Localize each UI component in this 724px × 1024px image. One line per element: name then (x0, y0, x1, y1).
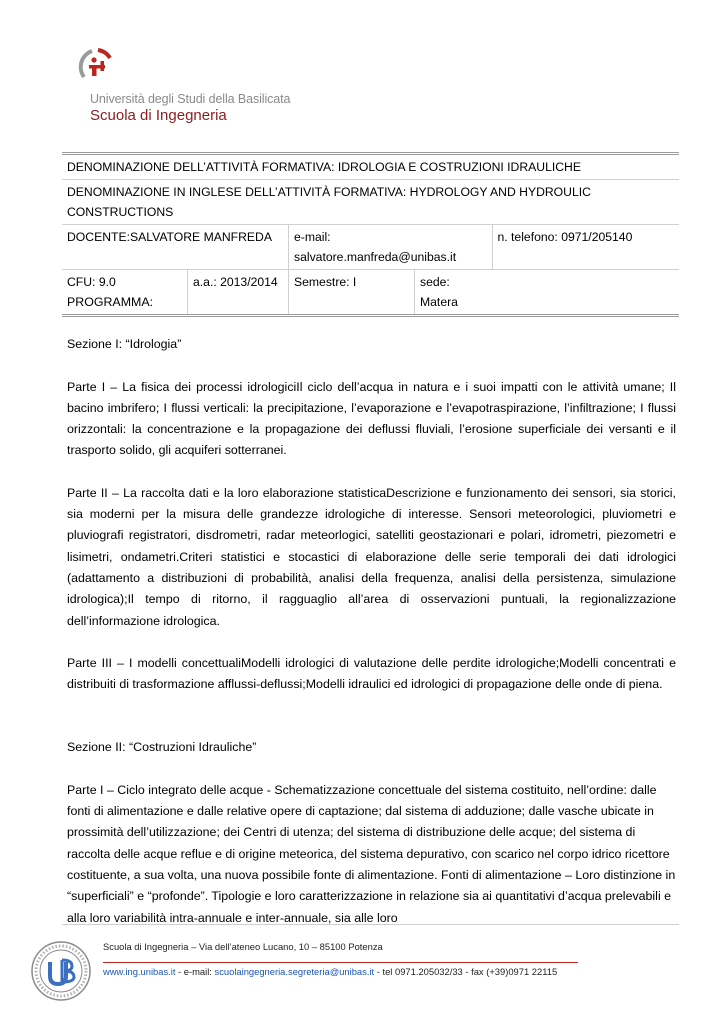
cfu: CFU: 9.0 (62, 270, 188, 316)
university-seal-icon (30, 940, 92, 1002)
section-1-part-2: Parte II – La raccolta dati e la loro elaborazione statisticaDescrizione e funzionamento dei sensori, sia storici, sia moderni per la misura delle grandezze idrologiche di interesse. Sensori meteorologici, pluviometri e pluviografi registratori, disdrometri, radar meteorlogici, satelliti geostazionari e polari, idrometri, piezometri e lisimetri, ondametri.Criteri statistici e stocastici di elaborazione delle serie temporali dei dati idrologici (adattamento a distribuzioni di probabilità, analisi della frequenza, analisi della persistenza, simulazione idrologica);Il tempo di ritorno, il ragguaglio all’area di osservazioni puntuali, la regionalizzazione dell’informazione idrologica. (67, 485, 676, 628)
table-row (62, 180, 679, 225)
university-name: Università degli Studi della Basilicata (90, 92, 291, 106)
email-cell (289, 225, 493, 270)
table-row (62, 154, 679, 180)
course-title-english-line1: DENOMINAZIONE IN INGLESE DELL’ATTIVITÀ FORMATIVA: HYDROLOGY AND HYDROULIC (67, 185, 591, 199)
phone: n. telefono: 0971/205140 (492, 225, 679, 270)
footer-divider (62, 924, 679, 925)
section-1-part-3: Parte III – I modelli concettualiModelli idrologici di valutazione delle perdite idrologiche;Modelli concentrati e distribuiti di trasformazione afflussi-deflussi;Modelli idraulici ed idrologici di propagazione delle onde di piena. (67, 655, 676, 692)
semester: Semestre: I (289, 270, 415, 316)
location: sede: Matera (415, 270, 493, 316)
program-heading: PROGRAMMA: (67, 295, 154, 309)
unibas-logo-icon (72, 42, 122, 92)
program-content (67, 292, 676, 929)
email-label: e-mail: (294, 230, 331, 244)
footer-contacts (103, 966, 557, 977)
school-name: Scuola di Ingegneria (90, 107, 227, 124)
university-logo (72, 42, 291, 127)
school-email-link[interactable]: scuolaingegneria.segreteria@unibas.it (214, 966, 375, 977)
footer-address: Scuola di Ingegneria – Via dell’ateneo Lucano, 10 – 85100 Potenza (103, 941, 383, 952)
phone-fax: - tel 0971.205032/33 - fax (+39)0971 22115 (374, 966, 558, 977)
course-title-english-line2: CONSTRUCTIONS (67, 205, 174, 219)
course-title: DENOMINAZIONE DELL’ATTIVITÀ FORMATIVA: IDROLOGIA E COSTRUZIONI IDRAULICHE (62, 154, 679, 180)
section-1-part-1: Parte I – La fisica dei processi idrologiciIl ciclo dell’acqua in natura e i suoi impatti con le attività umane; Il bacino imbrifero; I flussi verticali: la precipitazione, l’evaporazione e l’evapotraspirazione, l’infiltrazione; I flussi orizzontali: la concentrazione e la propagazione dei deflussi fluviali, l’erosione superficiale dei versanti e il trasporto solido, gli acquiferi sotterranei. (67, 379, 676, 458)
section-2-part-1: Parte I – Ciclo integrato delle acque - Schematizzazione concettuale del sistema costituito, nell’ordine: dalle fonti di alimentazione e dalle relative opere di captazione; dal sistema di adduzione; dalle vasche ubicate in prossimità dell’utilizzazione; dei Centri di utenza; del sistema di distribuzione delle acque; del sistema di raccolta delle acque reflue e di origine meteorica, del sistema depurativo, con scarico nel corpo idrico ricettore costituente, a sua volta, una nuova possibile fonte di alimentazione. Fonti di alimentazione – Loro distinzione in “superficiali” e “profonde”. Tipologie e loro caratterizzazione in relazione sia ai quantitativi d’acqua prelevabili e alla loro variabilità intra-annuale e inter-annuale, sia alle loro (67, 782, 676, 925)
lecturer: DOCENTE:SALVATORE MANFREDA (62, 225, 289, 270)
website-link[interactable]: www.ing.unibas.it (103, 966, 176, 977)
lecturer-email: salvatore.manfreda@unibas.it (294, 250, 457, 264)
table-row (62, 225, 679, 270)
email-prefix: - e-mail: (175, 966, 215, 977)
section-2-heading: Sezione II: “Costruzioni Idrauliche” (67, 740, 257, 755)
academic-year: a.a.: 2013/2014 (188, 270, 289, 316)
course-title-english (62, 180, 679, 225)
footer-red-line (103, 962, 578, 963)
section-1-heading: Sezione I: “Idrologia” (67, 337, 182, 352)
